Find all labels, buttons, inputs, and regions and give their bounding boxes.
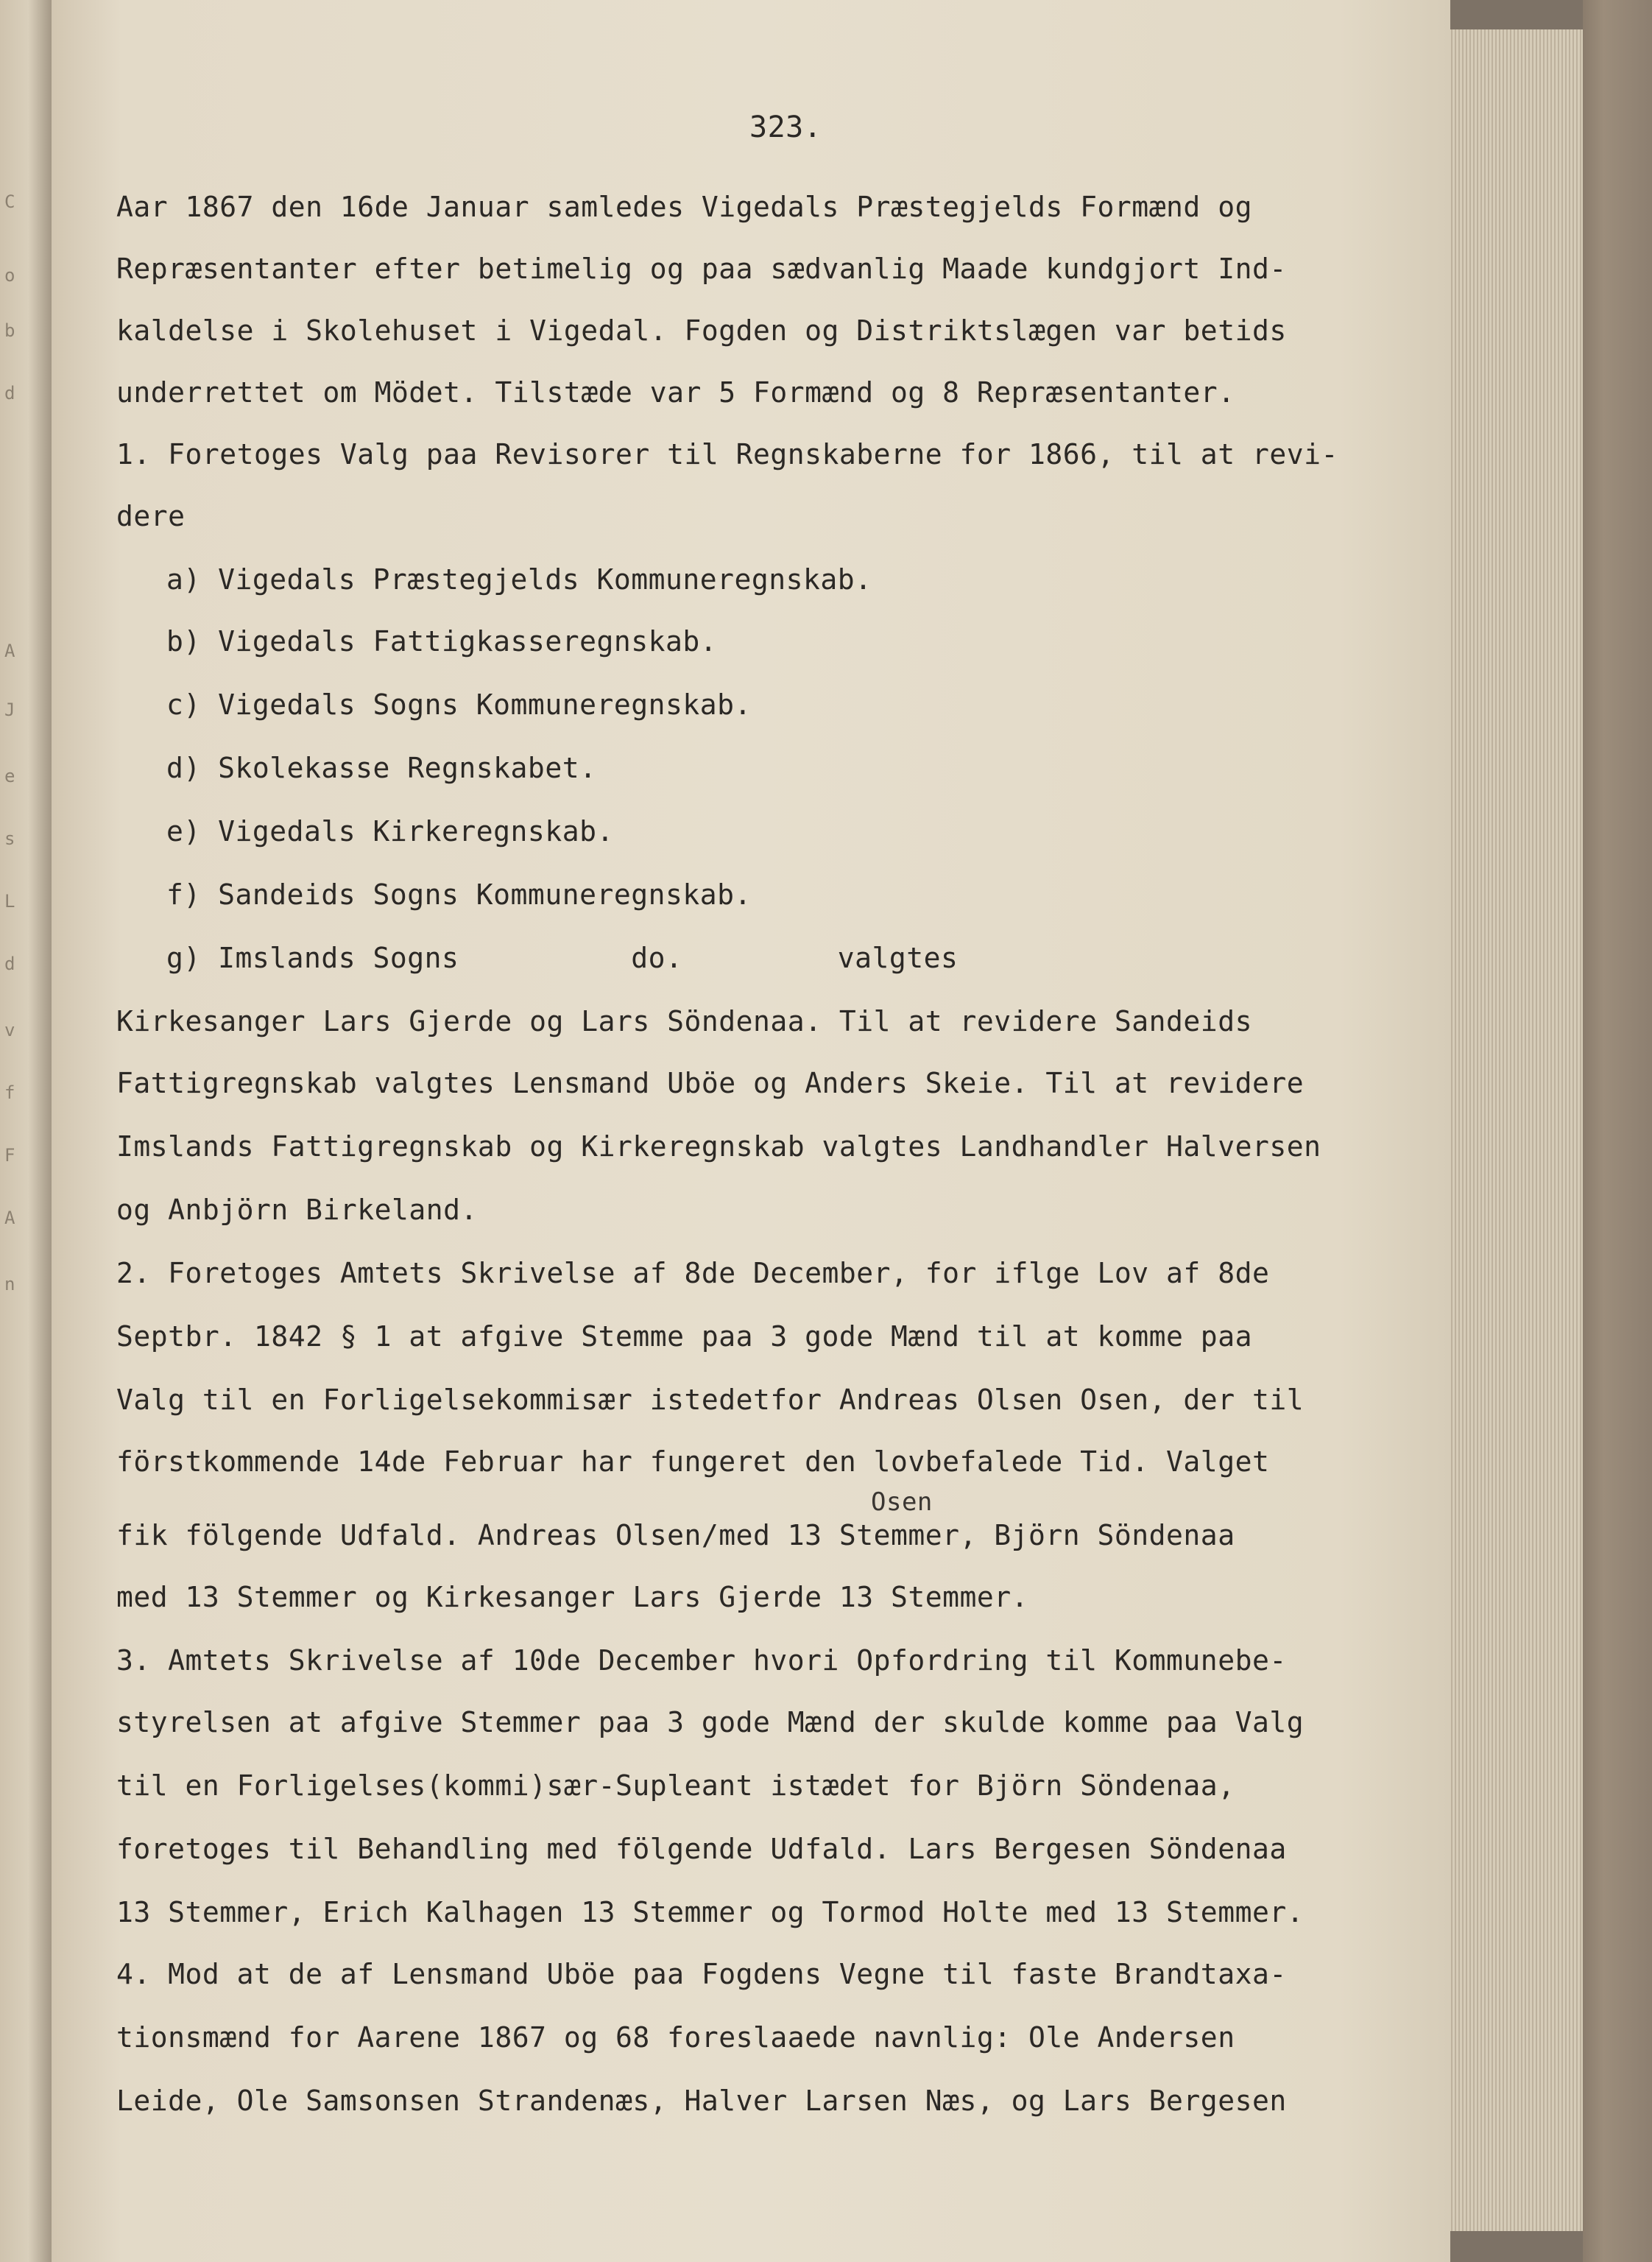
margin-letter: C [4,191,15,212]
text-line: underrettet om Mödet. Tilstæde var 5 Formænd og 8 Repræsentanter. [116,376,1235,409]
list-item-g: g) Imslands Sogns do. valgtes [166,942,959,974]
text-line: styrelsen at afgive Stemmer paa 3 gode Mænd der skulde komme paa Valg [116,1706,1305,1738]
margin-letter: J [4,700,15,720]
typewritten-text [116,0,1441,2262]
text-line: Valg til en Forligelsekommisær istedetfor Andreas Olsen Osen, der til [116,1384,1305,1416]
margin-letter: v [4,1020,15,1040]
margin-letter: f [4,1082,15,1103]
text-line: Aar 1867 den 16de Januar samledes Vigedals Præstegjelds Formænd og [116,191,1252,223]
list-item-f: f) Sandeids Sogns Kommuneregnskab. [166,878,752,911]
text-line-item-2: 2. Foretoges Amtets Skrivelse af 8de December, for iflge Lov af 8de [116,1257,1270,1289]
book-cover-edge [1583,0,1652,2262]
facing-page-edge [0,0,52,2262]
text-line: tionsmænd for Aarene 1867 og 68 foreslaaede navnlig: Ole Andersen [116,2021,1235,2054]
text-line: Kirkesanger Lars Gjerde og Lars Söndenaa. Til at revidere Sandeids [116,1005,1252,1037]
margin-letter: F [4,1145,15,1166]
margin-letter: o [4,265,15,286]
text-line-item-3: 3. Amtets Skrivelse af 10de December hvori Opfordring til Kommunebe- [116,1644,1287,1677]
text-line: Imslands Fattigregnskab og Kirkeregnskab valgtes Landhandler Halversen [116,1130,1321,1163]
margin-letter: d [4,954,15,974]
text-line: förstkommende 14de Februar har fungeret den lovbefalede Tid. Valget [116,1445,1270,1478]
text-line: dere [116,500,186,532]
text-line: kaldelse i Skolehuset i Vigedal. Fogden og Distriktslægen var betids [116,314,1287,347]
text-line: til en Forligelses(kommi)sær-Supleant istædet for Björn Söndenaa, [116,1769,1235,1802]
text-line: og Anbjörn Birkeland. [116,1194,478,1226]
margin-letter: n [4,1274,15,1294]
margin-letter: d [4,383,15,404]
margin-letter: L [4,891,15,912]
list-item-c: c) Vigedals Sogns Kommuneregnskab. [166,688,752,721]
text-line-item-4: 4. Mod at de af Lensmand Uböe paa Fogdens Vegne til faste Brandtaxa- [116,1958,1287,1990]
text-line: Fattigregnskab valgtes Lensmand Uböe og Anders Skeie. Til at revidere [116,1067,1305,1099]
text-line: Repræsentanter efter betimelig og paa sædvanlig Maade kundgjort Ind- [116,253,1287,285]
list-item-e: e) Vigedals Kirkeregnskab. [166,815,614,848]
text-line: 13 Stemmer, Erich Kalhagen 13 Stemmer og Tormod Holte med 13 Stemmer. [116,1896,1305,1928]
text-line: med 13 Stemmer og Kirkesanger Lars Gjerde 13 Stemmer. [116,1581,1029,1613]
margin-letter: s [4,828,15,849]
text-line: foretoges til Behandling med fölgende Udfald. Lars Bergesen Söndenaa [116,1833,1287,1865]
margin-letter: b [4,320,15,341]
text-line: Septbr. 1842 § 1 at afgive Stemme paa 3 gode Mænd til at komme paa [116,1320,1252,1353]
list-item-d: d) Skolekasse Regnskabet. [166,752,597,784]
list-item-b: b) Vigedals Fattigkasseregnskab. [166,625,718,658]
margin-letter: A [4,1208,15,1228]
book-page-edges [1449,29,1596,2231]
margin-letter: e [4,766,15,786]
text-line: fik fölgende Udfald. Andreas Olsen/med 13 Stemmer, Björn Söndenaa [116,1519,1235,1551]
text-line: Leide, Ole Samsonsen Strandenæs, Halver Larsen Næs, og Lars Bergesen [116,2085,1287,2117]
page-number: 323. [749,110,822,144]
margin-letter: A [4,641,15,661]
text-line-item-1: 1. Foretoges Valg paa Revisorer til Regnskaberne for 1866, til at revi- [116,438,1338,471]
list-item-a: a) Vigedals Præstegjelds Kommuneregnskab. [166,563,872,596]
inserted-word: Osen [871,1487,933,1517]
